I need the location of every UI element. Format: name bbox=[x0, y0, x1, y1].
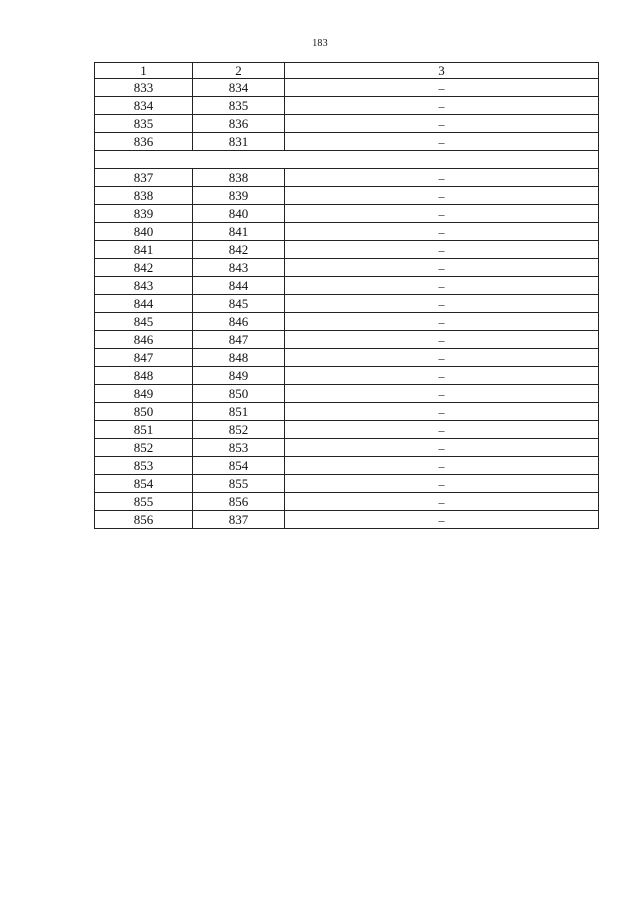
table-cell-col1: 837 bbox=[95, 169, 193, 187]
table-group-separator-row bbox=[95, 151, 599, 169]
table-cell-col1: 841 bbox=[95, 241, 193, 259]
table-cell-col1: 856 bbox=[95, 511, 193, 529]
table-cell-col3: – bbox=[285, 205, 599, 223]
table-cell-col1: 846 bbox=[95, 331, 193, 349]
table-row bbox=[95, 277, 599, 295]
table-row bbox=[95, 97, 599, 115]
table-row bbox=[95, 385, 599, 403]
table-cell-col2: 839 bbox=[193, 187, 285, 205]
table-cell-col1: 838 bbox=[95, 187, 193, 205]
table-cell-col3: – bbox=[285, 97, 599, 115]
table-cell-col2: 831 bbox=[193, 133, 285, 151]
table-cell-col3: – bbox=[285, 241, 599, 259]
table-row bbox=[95, 133, 599, 151]
table-cell-col2: 853 bbox=[193, 439, 285, 457]
table-row bbox=[95, 349, 599, 367]
table-body bbox=[95, 79, 599, 529]
table-cell-col3: – bbox=[285, 295, 599, 313]
table-cell-col3: – bbox=[285, 439, 599, 457]
table-cell-col3: – bbox=[285, 313, 599, 331]
table-cell-col3: – bbox=[285, 367, 599, 385]
table-cell-col1: 836 bbox=[95, 133, 193, 151]
table-cell-col2: 852 bbox=[193, 421, 285, 439]
table-row bbox=[95, 79, 599, 97]
table-cell-col3: – bbox=[285, 259, 599, 277]
table-cell-col1: 855 bbox=[95, 493, 193, 511]
table-cell-col2: 846 bbox=[193, 313, 285, 331]
table-cell-col2: 845 bbox=[193, 295, 285, 313]
table-group-separator-cell bbox=[95, 151, 599, 169]
table-cell-col2: 835 bbox=[193, 97, 285, 115]
table-cell-col3: – bbox=[285, 475, 599, 493]
table-cell-col1: 845 bbox=[95, 313, 193, 331]
table-row bbox=[95, 421, 599, 439]
table-cell-col3: – bbox=[285, 457, 599, 475]
table-row bbox=[95, 295, 599, 313]
table-cell-col1: 844 bbox=[95, 295, 193, 313]
table-cell-col1: 851 bbox=[95, 421, 193, 439]
table-cell-col2: 855 bbox=[193, 475, 285, 493]
column-header-1: 1 bbox=[95, 63, 193, 79]
table-cell-col2: 843 bbox=[193, 259, 285, 277]
table-cell-col1: 852 bbox=[95, 439, 193, 457]
table-header-row bbox=[95, 63, 599, 79]
column-header-3: 3 bbox=[285, 63, 599, 79]
table-cell-col2: 838 bbox=[193, 169, 285, 187]
table-row bbox=[95, 493, 599, 511]
table-cell-col3: – bbox=[285, 277, 599, 295]
table-cell-col3: – bbox=[285, 511, 599, 529]
table-cell-col1: 848 bbox=[95, 367, 193, 385]
table-cell-col3: – bbox=[285, 421, 599, 439]
table-row bbox=[95, 169, 599, 187]
table-cell-col3: – bbox=[285, 349, 599, 367]
table-cell-col3: – bbox=[285, 115, 599, 133]
table-row bbox=[95, 241, 599, 259]
table-cell-col2: 851 bbox=[193, 403, 285, 421]
table-row bbox=[95, 475, 599, 493]
table-cell-col3: – bbox=[285, 79, 599, 97]
table-cell-col2: 850 bbox=[193, 385, 285, 403]
table-cell-col2: 849 bbox=[193, 367, 285, 385]
table-cell-col3: – bbox=[285, 493, 599, 511]
column-header-2: 2 bbox=[193, 63, 285, 79]
table-cell-col2: 854 bbox=[193, 457, 285, 475]
table-cell-col2: 847 bbox=[193, 331, 285, 349]
table-cell-col1: 840 bbox=[95, 223, 193, 241]
table-cell-col1: 853 bbox=[95, 457, 193, 475]
table-cell-col1: 850 bbox=[95, 403, 193, 421]
table-row bbox=[95, 259, 599, 277]
data-table bbox=[94, 62, 599, 529]
table-cell-col1: 849 bbox=[95, 385, 193, 403]
table-row bbox=[95, 403, 599, 421]
table-row bbox=[95, 223, 599, 241]
table-cell-col2: 844 bbox=[193, 277, 285, 295]
table-cell-col2: 836 bbox=[193, 115, 285, 133]
table-cell-col3: – bbox=[285, 331, 599, 349]
table-cell-col1: 833 bbox=[95, 79, 193, 97]
table-cell-col1: 834 bbox=[95, 97, 193, 115]
table-cell-col1: 847 bbox=[95, 349, 193, 367]
table-row bbox=[95, 457, 599, 475]
table-row bbox=[95, 331, 599, 349]
table-cell-col3: – bbox=[285, 403, 599, 421]
table-cell-col2: 842 bbox=[193, 241, 285, 259]
table-cell-col2: 848 bbox=[193, 349, 285, 367]
table-cell-col1: 843 bbox=[95, 277, 193, 295]
table-cell-col1: 842 bbox=[95, 259, 193, 277]
table-cell-col2: 856 bbox=[193, 493, 285, 511]
table-row bbox=[95, 313, 599, 331]
table-row bbox=[95, 115, 599, 133]
table-row bbox=[95, 187, 599, 205]
table-cell-col3: – bbox=[285, 223, 599, 241]
table-cell-col3: – bbox=[285, 133, 599, 151]
table-cell-col3: – bbox=[285, 169, 599, 187]
table-row bbox=[95, 439, 599, 457]
table-cell-col3: – bbox=[285, 187, 599, 205]
table-cell-col1: 854 bbox=[95, 475, 193, 493]
table-cell-col2: 834 bbox=[193, 79, 285, 97]
table-cell-col2: 840 bbox=[193, 205, 285, 223]
table-row bbox=[95, 367, 599, 385]
table-cell-col1: 839 bbox=[95, 205, 193, 223]
table-cell-col2: 837 bbox=[193, 511, 285, 529]
table-cell-col1: 835 bbox=[95, 115, 193, 133]
table-row bbox=[95, 205, 599, 223]
page-number: 183 bbox=[312, 38, 328, 49]
table-cell-col2: 841 bbox=[193, 223, 285, 241]
table-row bbox=[95, 511, 599, 529]
table-cell-col3: – bbox=[285, 385, 599, 403]
